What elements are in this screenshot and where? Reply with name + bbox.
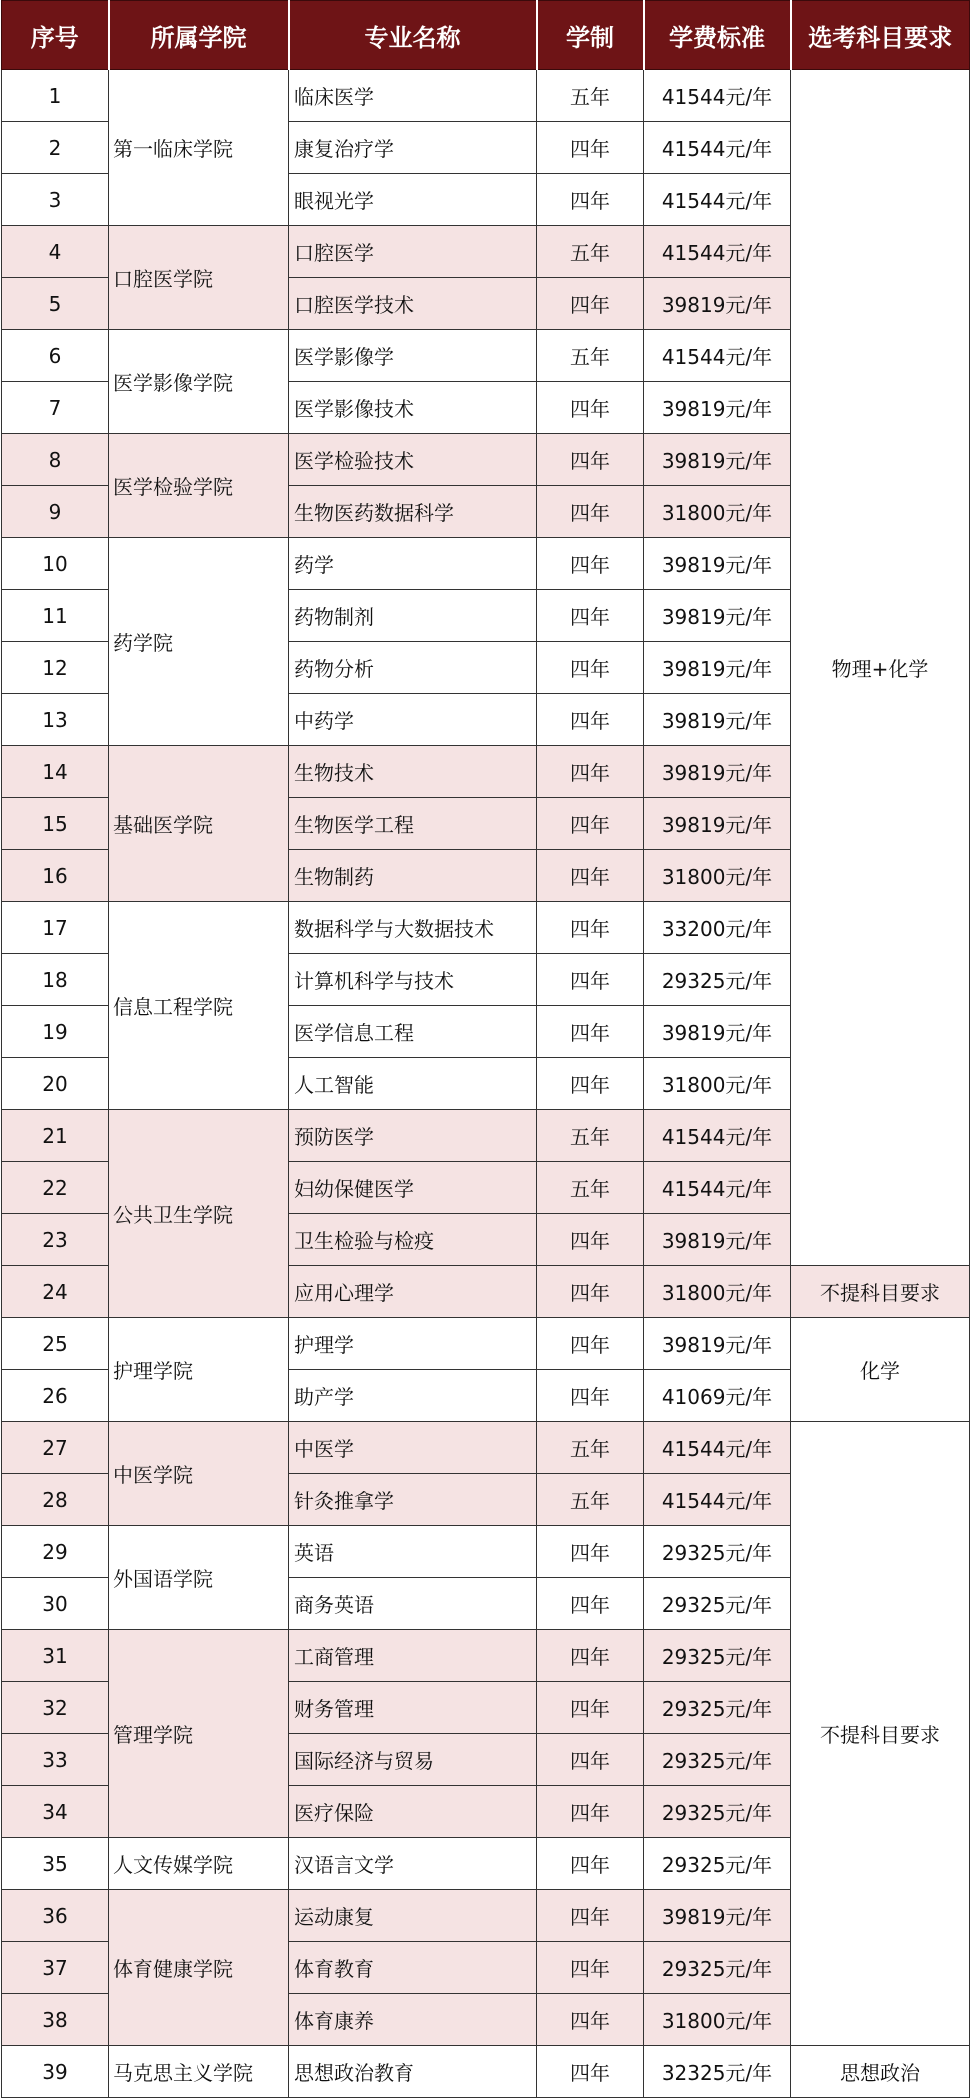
table-row [2,2046,970,2098]
cell-major: 运动康复 [289,1890,537,1942]
cell-duration: 四年 [537,1266,644,1318]
cell-major: 医学影像技术 [289,382,537,434]
cell-major: 护理学 [289,1318,537,1370]
cell-no: 2 [2,122,109,174]
cell-fee: 41544元/年 [644,1474,791,1526]
cell-no: 13 [2,694,109,746]
cell-duration: 四年 [537,1214,644,1266]
cell-fee: 41544元/年 [644,1422,791,1474]
cell-no: 3 [2,174,109,226]
cell-college: 体育健康学院 [109,1890,289,2046]
cell-major: 医疗保险 [289,1786,537,1838]
cell-no: 35 [2,1838,109,1890]
cell-duration: 四年 [537,1526,644,1578]
cell-no: 16 [2,850,109,902]
cell-major: 口腔医学 [289,226,537,278]
cell-duration: 四年 [537,902,644,954]
cell-duration: 四年 [537,1734,644,1786]
cell-duration: 四年 [537,1630,644,1682]
cell-no: 15 [2,798,109,850]
cell-duration: 五年 [537,1110,644,1162]
header-major: 专业名称 [289,1,537,70]
cell-fee: 39819元/年 [644,1318,791,1370]
cell-duration: 四年 [537,538,644,590]
cell-duration: 四年 [537,1318,644,1370]
cell-major: 生物医学工程 [289,798,537,850]
cell-duration: 五年 [537,1162,644,1214]
cell-fee: 39819元/年 [644,642,791,694]
cell-college: 医学检验学院 [109,434,289,538]
cell-duration: 四年 [537,1058,644,1110]
cell-major: 工商管理 [289,1630,537,1682]
cell-requirement: 物理+化学 [791,70,970,1266]
cell-duration: 四年 [537,694,644,746]
cell-no: 10 [2,538,109,590]
cell-fee: 29325元/年 [644,1630,791,1682]
cell-fee: 29325元/年 [644,1526,791,1578]
cell-no: 9 [2,486,109,538]
cell-duration: 四年 [537,434,644,486]
cell-college: 信息工程学院 [109,902,289,1110]
cell-fee: 41544元/年 [644,226,791,278]
cell-major: 思想政治教育 [289,2046,537,2098]
cell-requirement: 思想政治 [791,2046,970,2098]
cell-duration: 四年 [537,798,644,850]
cell-no: 32 [2,1682,109,1734]
cell-fee: 39819元/年 [644,746,791,798]
cell-fee: 31800元/年 [644,1994,791,2046]
cell-fee: 31800元/年 [644,850,791,902]
cell-duration: 四年 [537,174,644,226]
cell-major: 预防医学 [289,1110,537,1162]
cell-duration: 四年 [537,642,644,694]
cell-fee: 33200元/年 [644,902,791,954]
cell-no: 25 [2,1318,109,1370]
header-no: 序号 [2,1,109,70]
cell-no: 22 [2,1162,109,1214]
majors-table [1,0,970,2098]
cell-major: 药物分析 [289,642,537,694]
cell-no: 20 [2,1058,109,1110]
cell-fee: 31800元/年 [644,486,791,538]
cell-no: 26 [2,1370,109,1422]
cell-college: 管理学院 [109,1630,289,1838]
cell-duration: 四年 [537,954,644,1006]
cell-duration: 四年 [537,1994,644,2046]
cell-no: 38 [2,1994,109,2046]
cell-duration: 五年 [537,1474,644,1526]
cell-major: 妇幼保健医学 [289,1162,537,1214]
cell-major: 中医学 [289,1422,537,1474]
cell-major: 康复治疗学 [289,122,537,174]
cell-fee: 31800元/年 [644,1058,791,1110]
cell-fee: 29325元/年 [644,1942,791,1994]
cell-college: 人文传媒学院 [109,1838,289,1890]
cell-fee: 32325元/年 [644,2046,791,2098]
cell-duration: 四年 [537,746,644,798]
cell-duration: 四年 [537,1890,644,1942]
cell-major: 汉语言文学 [289,1838,537,1890]
cell-fee: 39819元/年 [644,798,791,850]
cell-no: 4 [2,226,109,278]
cell-duration: 四年 [537,1838,644,1890]
cell-fee: 39819元/年 [644,382,791,434]
table-row [2,70,970,122]
cell-major: 药物制剂 [289,590,537,642]
cell-fee: 29325元/年 [644,1578,791,1630]
table-row [2,1318,970,1370]
cell-duration: 五年 [537,1422,644,1474]
cell-fee: 41069元/年 [644,1370,791,1422]
cell-college: 马克思主义学院 [109,2046,289,2098]
cell-fee: 41544元/年 [644,1110,791,1162]
cell-duration: 四年 [537,382,644,434]
cell-major: 体育教育 [289,1942,537,1994]
cell-no: 27 [2,1422,109,1474]
cell-requirement: 不提科目要求 [791,1422,970,2046]
cell-fee: 29325元/年 [644,1682,791,1734]
cell-fee: 41544元/年 [644,174,791,226]
cell-no: 17 [2,902,109,954]
header-college: 所属学院 [109,1,289,70]
cell-fee: 29325元/年 [644,1734,791,1786]
cell-duration: 四年 [537,1006,644,1058]
cell-major: 药学 [289,538,537,590]
cell-major: 英语 [289,1526,537,1578]
cell-major: 人工智能 [289,1058,537,1110]
cell-college: 口腔医学院 [109,226,289,330]
cell-no: 29 [2,1526,109,1578]
cell-no: 1 [2,70,109,122]
cell-fee: 29325元/年 [644,954,791,1006]
cell-major: 商务英语 [289,1578,537,1630]
cell-duration: 四年 [537,850,644,902]
cell-major: 口腔医学技术 [289,278,537,330]
cell-no: 33 [2,1734,109,1786]
cell-college: 外国语学院 [109,1526,289,1630]
cell-duration: 四年 [537,1786,644,1838]
cell-duration: 四年 [537,2046,644,2098]
cell-no: 5 [2,278,109,330]
cell-major: 针灸推拿学 [289,1474,537,1526]
cell-major: 应用心理学 [289,1266,537,1318]
cell-major: 体育康养 [289,1994,537,2046]
cell-fee: 31800元/年 [644,1266,791,1318]
cell-duration: 五年 [537,330,644,382]
header-requirement: 选考科目要求 [791,1,970,70]
cell-fee: 39819元/年 [644,538,791,590]
cell-major: 医学影像学 [289,330,537,382]
cell-major: 临床医学 [289,70,537,122]
cell-no: 30 [2,1578,109,1630]
cell-duration: 四年 [537,1682,644,1734]
cell-major: 国际经济与贸易 [289,1734,537,1786]
cell-college: 护理学院 [109,1318,289,1422]
cell-fee: 41544元/年 [644,122,791,174]
cell-duration: 四年 [537,278,644,330]
cell-no: 34 [2,1786,109,1838]
cell-duration: 五年 [537,70,644,122]
cell-major: 数据科学与大数据技术 [289,902,537,954]
table-row [2,1422,970,1474]
cell-college: 医学影像学院 [109,330,289,434]
cell-no: 28 [2,1474,109,1526]
cell-fee: 29325元/年 [644,1786,791,1838]
cell-major: 中药学 [289,694,537,746]
cell-fee: 39819元/年 [644,1214,791,1266]
cell-college: 公共卫生学院 [109,1110,289,1318]
cell-requirement: 不提科目要求 [791,1266,970,1318]
table-body [2,70,970,2098]
cell-fee: 41544元/年 [644,70,791,122]
cell-no: 18 [2,954,109,1006]
cell-major: 生物医药数据科学 [289,486,537,538]
cell-no: 11 [2,590,109,642]
cell-duration: 四年 [537,1578,644,1630]
cell-no: 21 [2,1110,109,1162]
cell-major: 财务管理 [289,1682,537,1734]
cell-fee: 39819元/年 [644,434,791,486]
cell-major: 医学检验技术 [289,434,537,486]
cell-college: 中医学院 [109,1422,289,1526]
header-duration: 学制 [537,1,644,70]
cell-duration: 五年 [537,226,644,278]
cell-fee: 41544元/年 [644,330,791,382]
cell-major: 医学信息工程 [289,1006,537,1058]
cell-no: 19 [2,1006,109,1058]
cell-no: 6 [2,330,109,382]
cell-fee: 39819元/年 [644,590,791,642]
cell-fee: 39819元/年 [644,694,791,746]
cell-duration: 四年 [537,590,644,642]
cell-fee: 39819元/年 [644,1890,791,1942]
header-row [2,1,970,70]
cell-duration: 四年 [537,1370,644,1422]
cell-fee: 39819元/年 [644,1006,791,1058]
cell-no: 37 [2,1942,109,1994]
cell-no: 39 [2,2046,109,2098]
cell-college: 药学院 [109,538,289,746]
cell-duration: 四年 [537,1942,644,1994]
cell-college: 基础医学院 [109,746,289,902]
cell-no: 31 [2,1630,109,1682]
cell-no: 14 [2,746,109,798]
cell-major: 助产学 [289,1370,537,1422]
cell-no: 8 [2,434,109,486]
cell-duration: 四年 [537,122,644,174]
cell-major: 生物制药 [289,850,537,902]
cell-no: 24 [2,1266,109,1318]
cell-requirement: 化学 [791,1318,970,1422]
cell-major: 眼视光学 [289,174,537,226]
cell-fee: 29325元/年 [644,1838,791,1890]
cell-duration: 四年 [537,486,644,538]
header-fee: 学费标准 [644,1,791,70]
cell-major: 计算机科学与技术 [289,954,537,1006]
cell-major: 卫生检验与检疫 [289,1214,537,1266]
cell-major: 生物技术 [289,746,537,798]
cell-fee: 39819元/年 [644,278,791,330]
cell-no: 12 [2,642,109,694]
cell-no: 36 [2,1890,109,1942]
cell-fee: 41544元/年 [644,1162,791,1214]
cell-college: 第一临床学院 [109,70,289,226]
cell-no: 23 [2,1214,109,1266]
cell-no: 7 [2,382,109,434]
